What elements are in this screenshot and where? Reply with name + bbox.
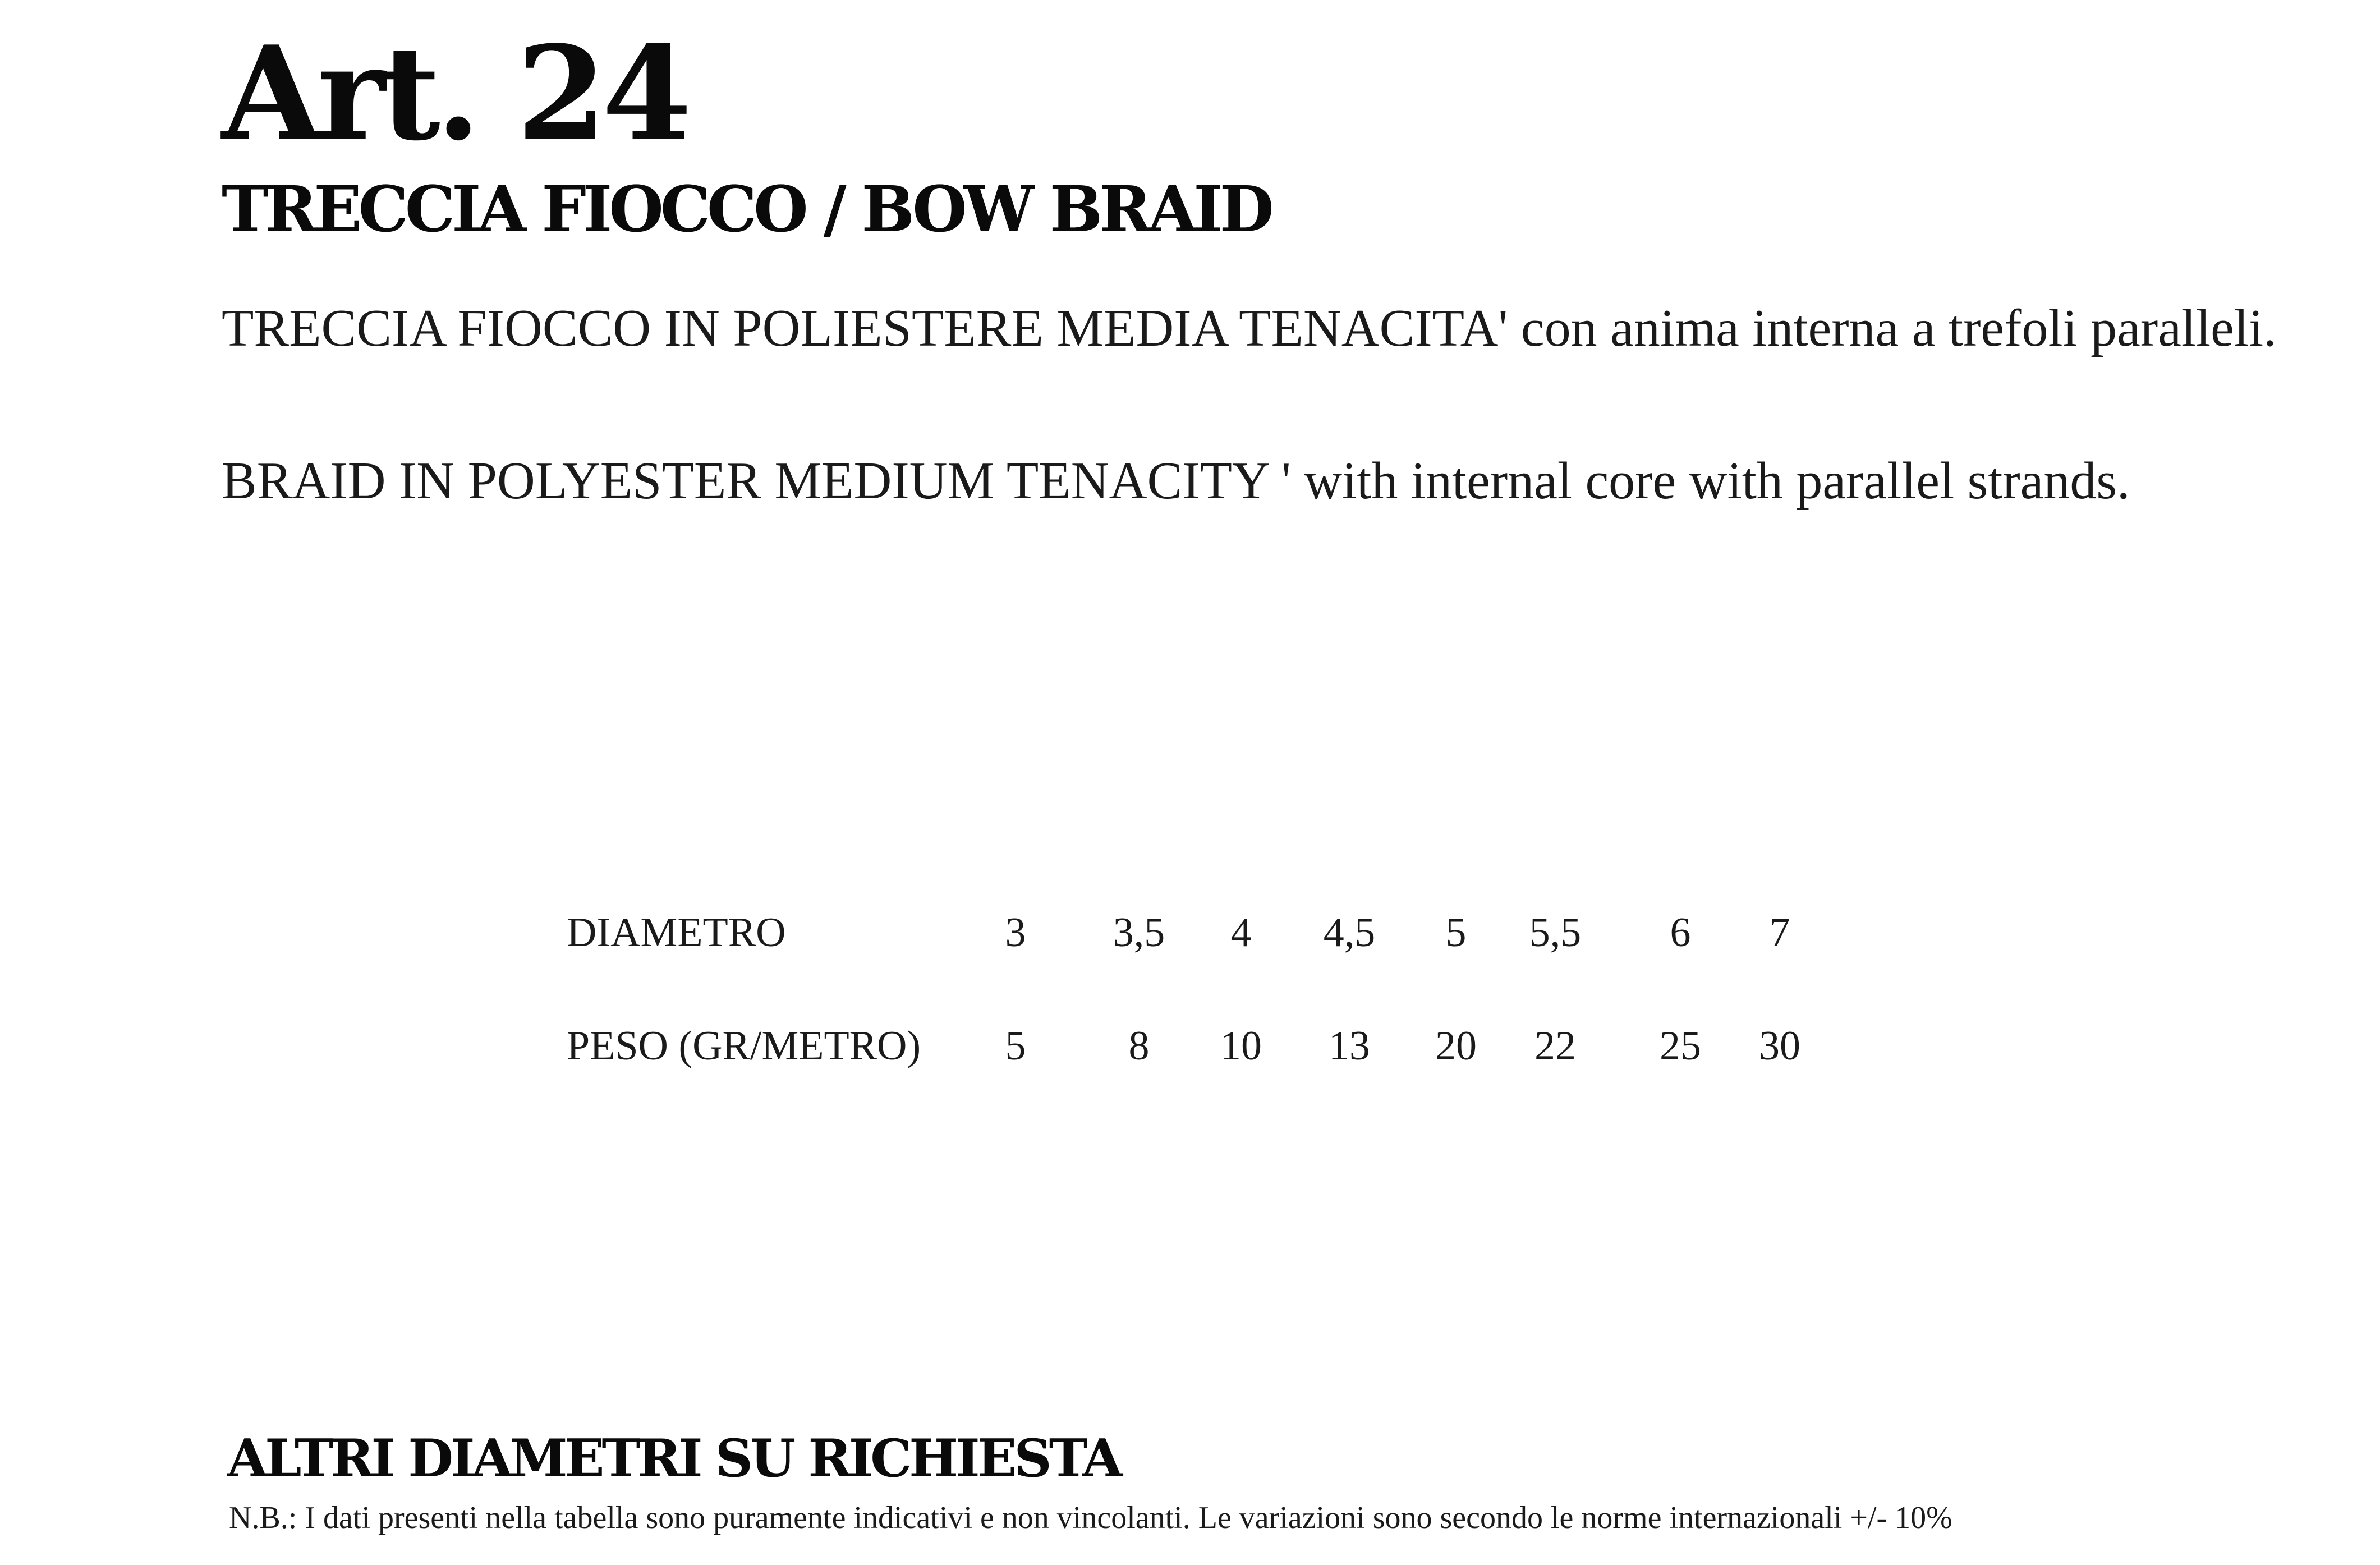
- table-cell: 3,5: [1113, 910, 1165, 956]
- table-cell: 7: [1769, 910, 1790, 956]
- table-cell: 10: [1220, 1023, 1262, 1069]
- table-cell: 5: [1005, 1023, 1026, 1069]
- row-label-weight: PESO (GR/METRO): [567, 1023, 921, 1069]
- table-cell: 5,5: [1529, 910, 1582, 956]
- table-cell: 6: [1670, 910, 1691, 956]
- table-cell: 8: [1128, 1023, 1150, 1069]
- description-english: BRAID IN POLYESTER MEDIUM TENACITY ' with internal core with parallel strands.: [222, 452, 2130, 510]
- description-italian: TRECCIA FIOCCO IN POLIESTERE MEDIA TENACITA' con anima interna a trefoli paralleli.: [222, 299, 2277, 357]
- table-cell: 3: [1005, 910, 1026, 956]
- product-subtitle: TRECCIA FIOCCO / BOW BRAID: [222, 173, 1271, 246]
- table-cell: 4: [1230, 910, 1252, 956]
- table-cell: 4,5: [1323, 910, 1376, 956]
- row-label-diameter: DIAMETRO: [567, 910, 786, 956]
- disclaimer-note: N.B.: I dati presenti nella tabella sono puramente indicativi e non vincolanti. Le variazioni sono secondo le norme internazionali +/- 10%: [229, 1500, 1952, 1535]
- table-cell: 22: [1534, 1023, 1576, 1069]
- table-cell: 25: [1660, 1023, 1701, 1069]
- table-cell: 30: [1759, 1023, 1800, 1069]
- table-cell: 5: [1445, 910, 1467, 956]
- product-title: Art. 24: [222, 18, 688, 169]
- table-cell: 13: [1329, 1023, 1370, 1069]
- other-diameters-heading: ALTRI DIAMETRI SU RICHIESTA: [227, 1428, 1120, 1489]
- table-cell: 20: [1435, 1023, 1477, 1069]
